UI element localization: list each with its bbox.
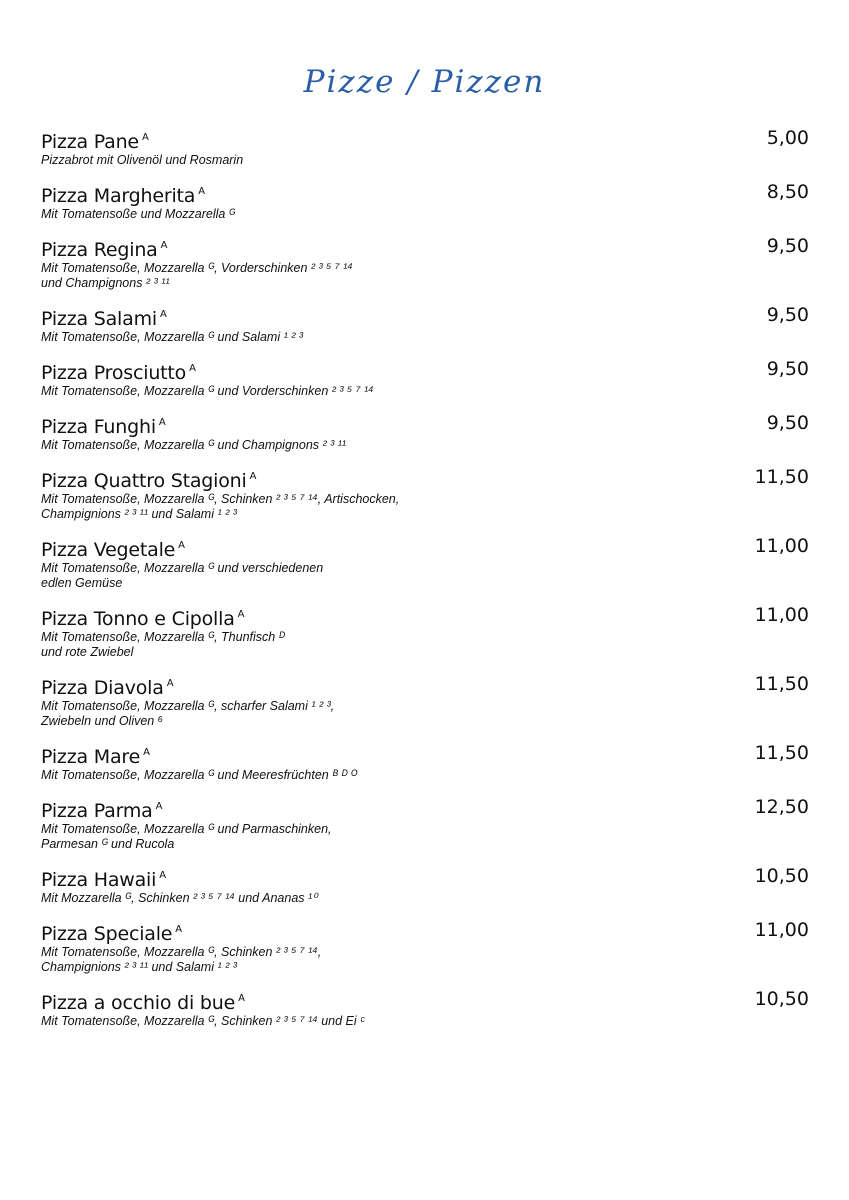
item-name: Pizza Pane $^A$: [41, 131, 149, 153]
menu-item-funghi: [41, 411, 809, 465]
item-description: Mit Mozzarella ᴳ, Schinken ² ³ ⁵ ⁷ ¹⁴ und Ananas ¹⁰: [41, 891, 318, 905]
allergen-code: A: [249, 471, 257, 482]
item-description: Mit Tomatensoße, Mozzarella ᴳ und Meeresfrüchten ᴮ ᴰ ᴼ: [41, 768, 357, 782]
item-price: 11,50: [754, 742, 809, 764]
item-description: Mit Tomatensoße, Mozzarella ᴳ und Parmaschinken, Parmesan ᴳ und Rucola: [41, 822, 332, 851]
item-price: 9,50: [766, 358, 809, 380]
allergen-code: A: [237, 609, 245, 620]
item-name: Pizza Tonno e Cipolla $^A$: [41, 608, 245, 630]
item-description: Mit Tomatensoße, Mozzarella ᴳ und Champignons ² ³ ¹¹: [41, 438, 347, 452]
item-price: 11,00: [754, 919, 809, 941]
menu-item-hawaii: [41, 864, 809, 918]
menu-item-prosciutto: [41, 357, 809, 411]
item-description: Mit Tomatensoße, Mozzarella ᴳ, scharfer Salami ¹ ² ³, Zwiebeln und Oliven ⁶: [41, 699, 335, 728]
item-name: Pizza Vegetale $^A$: [41, 539, 185, 561]
menu-item-vegetale: [41, 534, 809, 603]
menu-item-speciale: [41, 918, 809, 987]
item-description: Mit Tomatensoße, Mozzarella ᴳ, Schinken ² ³ ⁵ ⁷ ¹⁴, Champignions ² ³ ¹¹ und Salami ¹ ² ³: [41, 945, 322, 974]
item-name: Pizza Mare $^A$: [41, 746, 150, 768]
pizza-menu-list: [41, 126, 809, 1041]
allergen-code: A: [160, 240, 168, 251]
item-name: Pizza a occhio di bue $^A$: [41, 992, 245, 1014]
allergen-code: A: [189, 363, 196, 374]
item-description: Mit Tomatensoße, Mozzarella ᴳ, Thunfisch ᴰ und rote Zwiebel: [41, 630, 285, 659]
item-name: Pizza Margherita $^A$: [41, 185, 205, 207]
item-price: 11,00: [754, 535, 809, 557]
item-description: Pizzabrot mit Olivenöl und Rosmarin: [41, 153, 244, 167]
menu-item-salami: [41, 303, 809, 357]
item-name: Pizza Speciale $^A$: [41, 923, 182, 945]
item-price: 5,00: [766, 127, 809, 149]
item-price: 9,50: [766, 235, 809, 257]
item-description: Mit Tomatensoße, Mozzarella ᴳ, Schinken ² ³ ⁵ ⁷ ¹⁴ und Ei ᶜ: [41, 1014, 365, 1028]
allergen-code: A: [238, 993, 245, 1004]
item-description: Mit Tomatensoße und Mozzarella ᴳ: [41, 207, 235, 221]
item-name: Pizza Salami $^A$: [41, 308, 167, 330]
item-description: Mit Tomatensoße, Mozzarella ᴳ, Schinken ² ³ ⁵ ⁷ ¹⁴, Artischocken, Champignions ² ³ ¹¹ und Salami ¹ ² ³: [41, 492, 400, 521]
item-name: Pizza Quattro Stagioni $^A$: [41, 470, 257, 492]
menu-item-quattro-stagioni: [41, 465, 809, 534]
item-price: 9,50: [766, 412, 809, 434]
menu-item-parma: [41, 795, 809, 864]
item-description: Mit Tomatensoße, Mozzarella ᴳ und Vorderschinken ² ³ ⁵ ⁷ ¹⁴: [41, 384, 374, 398]
item-price: 11,50: [754, 466, 809, 488]
allergen-code: A: [175, 924, 182, 935]
item-price: 12,50: [754, 796, 809, 818]
item-price: 10,50: [754, 865, 809, 887]
menu-item-margherita: [41, 180, 809, 234]
item-name: Pizza Prosciutto $^A$: [41, 362, 196, 384]
menu-item-regina: [41, 234, 809, 303]
allergen-code: A: [155, 801, 163, 812]
item-name: Pizza Parma $^A$: [41, 800, 163, 822]
item-price: 10,50: [754, 988, 809, 1010]
allergen-code: A: [143, 747, 150, 758]
allergen-code: A: [158, 417, 166, 428]
menu-item-occhio-di-bue: [41, 987, 809, 1041]
menu-item-diavola: [41, 672, 809, 741]
item-description: Mit Tomatensoße, Mozzarella ᴳ und verschiedenen edlen Gemüse: [41, 561, 324, 590]
item-name: Pizza Regina $^A$: [41, 239, 168, 261]
item-name: Pizza Diavola $^A$: [41, 677, 174, 699]
allergen-code: A: [159, 309, 167, 320]
allergen-code: A: [198, 186, 205, 197]
allergen-code: A: [166, 678, 174, 689]
page-title: Pizze / Pizzen: [303, 64, 546, 100]
allergen-code: A: [178, 540, 185, 551]
allergen-code: A: [159, 870, 166, 881]
menu-item-tonno-e-cipolla: [41, 603, 809, 672]
item-price: 9,50: [766, 304, 809, 326]
menu-item-mare: [41, 741, 809, 795]
item-name: Pizza Funghi $^A$: [41, 416, 166, 438]
item-name: Pizza Hawaii $^A$: [41, 869, 166, 891]
item-price: 8,50: [766, 181, 809, 203]
item-description: Mit Tomatensoße, Mozzarella ᴳ und Salami ¹ ² ³: [41, 330, 303, 344]
item-price: 11,50: [754, 673, 809, 695]
allergen-code: A: [141, 132, 149, 143]
menu-item-pane: [41, 126, 809, 180]
item-description: Mit Tomatensoße, Mozzarella ᴳ, Vorderschinken ² ³ ⁵ ⁷ ¹⁴ und Champignons ² ³ ¹¹: [41, 261, 353, 290]
item-price: 11,00: [754, 604, 809, 626]
